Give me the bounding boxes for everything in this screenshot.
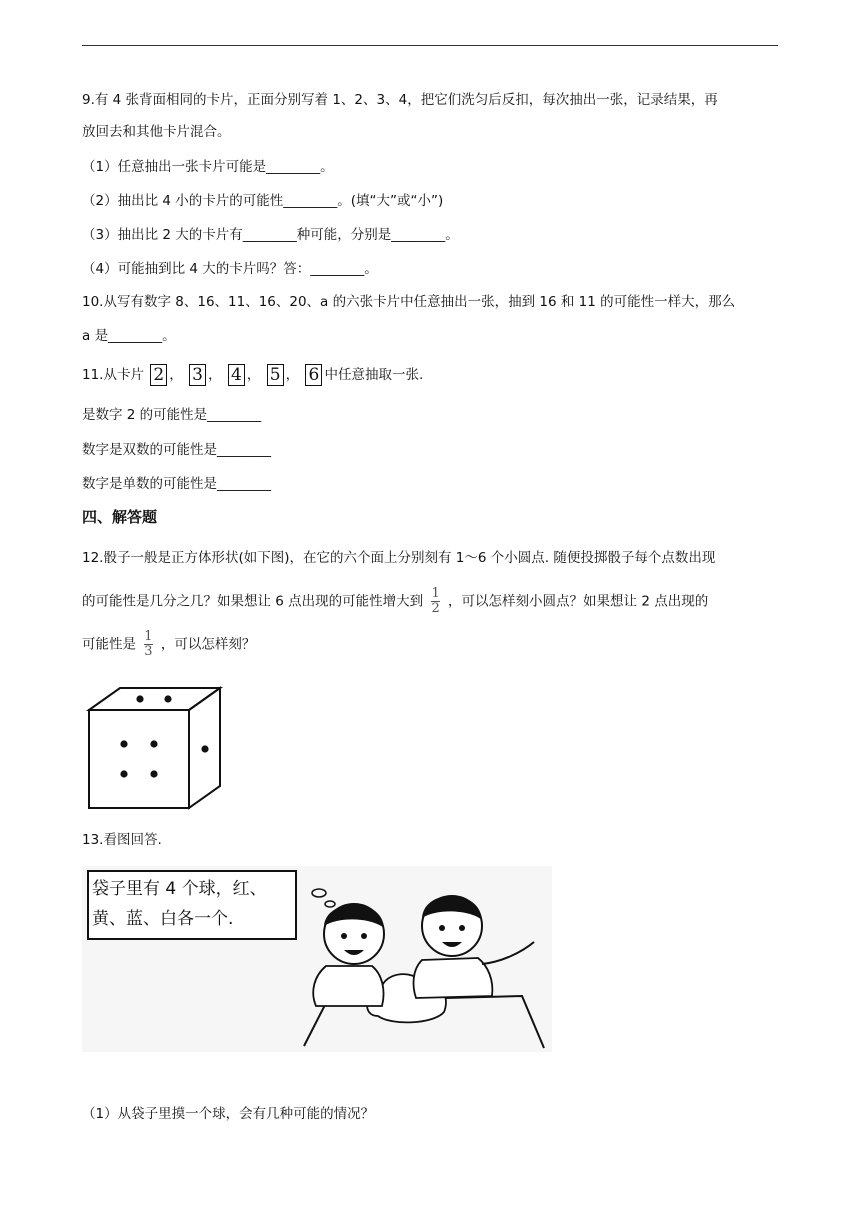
card-separator: ， (285, 367, 300, 383)
q9-part2: （2）抽出比 4 小的卡片的可能性________。(填“大”或“小”) (82, 193, 444, 209)
q10-line2: a 是________。 (82, 328, 176, 344)
q13-part1: （1）从袋子里摸一个球，会有几种可能的情况？ (82, 1106, 375, 1122)
speech-bubble-text (92, 874, 292, 934)
q12-line2-start: 的可能性是几分之几？如果想让 6 点出现的可能性增大到 (82, 593, 424, 610)
speech-bubble-line2: 黄、蓝、白各一个. (92, 909, 234, 929)
q11-answer1: 是数字 2 的可能性是________ (82, 407, 262, 423)
card-separator: ， (208, 367, 222, 383)
dice-figure (84, 686, 226, 812)
q11-answer2: 数字是双数的可能性是________ (82, 442, 271, 458)
q9-part1: （1）任意抽出一张卡片可能是________。 (82, 159, 334, 175)
fraction-numerator: 1 (144, 629, 153, 644)
card-2: 2 (150, 364, 167, 386)
q11-prefix: 11.从卡片 (82, 367, 144, 383)
dice-top-face (89, 688, 220, 710)
fraction-one-half (431, 588, 439, 615)
q12-line3-end: ，可以怎样刻？ (160, 636, 256, 653)
q13-title: 13.看图回答. (82, 832, 162, 848)
q9-line1: 9.有 4 张背面相同的卡片，正面分别写着 1、2、3、4，把它们洗匀后反扣，每次抽出一张，记录结果，再 (82, 92, 718, 108)
fraction-numerator: 1 (431, 586, 440, 601)
q13-illustration (82, 866, 552, 1052)
fraction-one-third (144, 631, 152, 658)
q10-line1: 10.从写有数字 8、16、11、16、20、a 的六张卡片中任意抽出一张，抽到 16 和 11 的可能性一样大，那么 (82, 294, 736, 310)
q9-part4: （4）可能抽到比 4 大的卡片吗？答：________。 (82, 261, 378, 277)
card-3: 3 (189, 364, 206, 386)
card-5: 5 (267, 364, 284, 386)
header-rule (82, 45, 778, 46)
card-6: 6 (305, 364, 322, 386)
q12-line2-end: ，可以怎样刻小圆点？如果想让 2 点出现的 (448, 593, 709, 610)
card-separator: ， (246, 367, 261, 383)
q12-line1: 12.骰子一般是正方体形状(如下图)，在它的六个面上分别刻有 1～6 个小圆点. 随便投掷骰子每个点数出现 (82, 550, 716, 566)
fraction-denominator: 2 (431, 601, 440, 616)
q9-line2: 放回去和其他卡片混合。 (82, 124, 231, 140)
q12-line3-start: 可能性是 (82, 636, 136, 653)
q12-line3 (82, 631, 255, 658)
q11-suffix: 中任意抽取一张. (324, 367, 424, 383)
card-separator: ， (169, 367, 183, 383)
q11-answer3: 数字是单数的可能性是________ (82, 476, 271, 492)
section-heading: 四、解答题 (82, 508, 158, 526)
q11-line (82, 364, 423, 386)
q9-part3: （3）抽出比 2 大的卡片有________种可能，分别是________。 (82, 227, 459, 243)
fraction-denominator: 3 (144, 644, 153, 659)
card-4: 4 (228, 364, 245, 386)
dice-front-face (89, 710, 189, 808)
q12-line2 (82, 588, 708, 615)
speech-bubble-line1: 袋子里有 4 个球，红、 (92, 879, 267, 899)
